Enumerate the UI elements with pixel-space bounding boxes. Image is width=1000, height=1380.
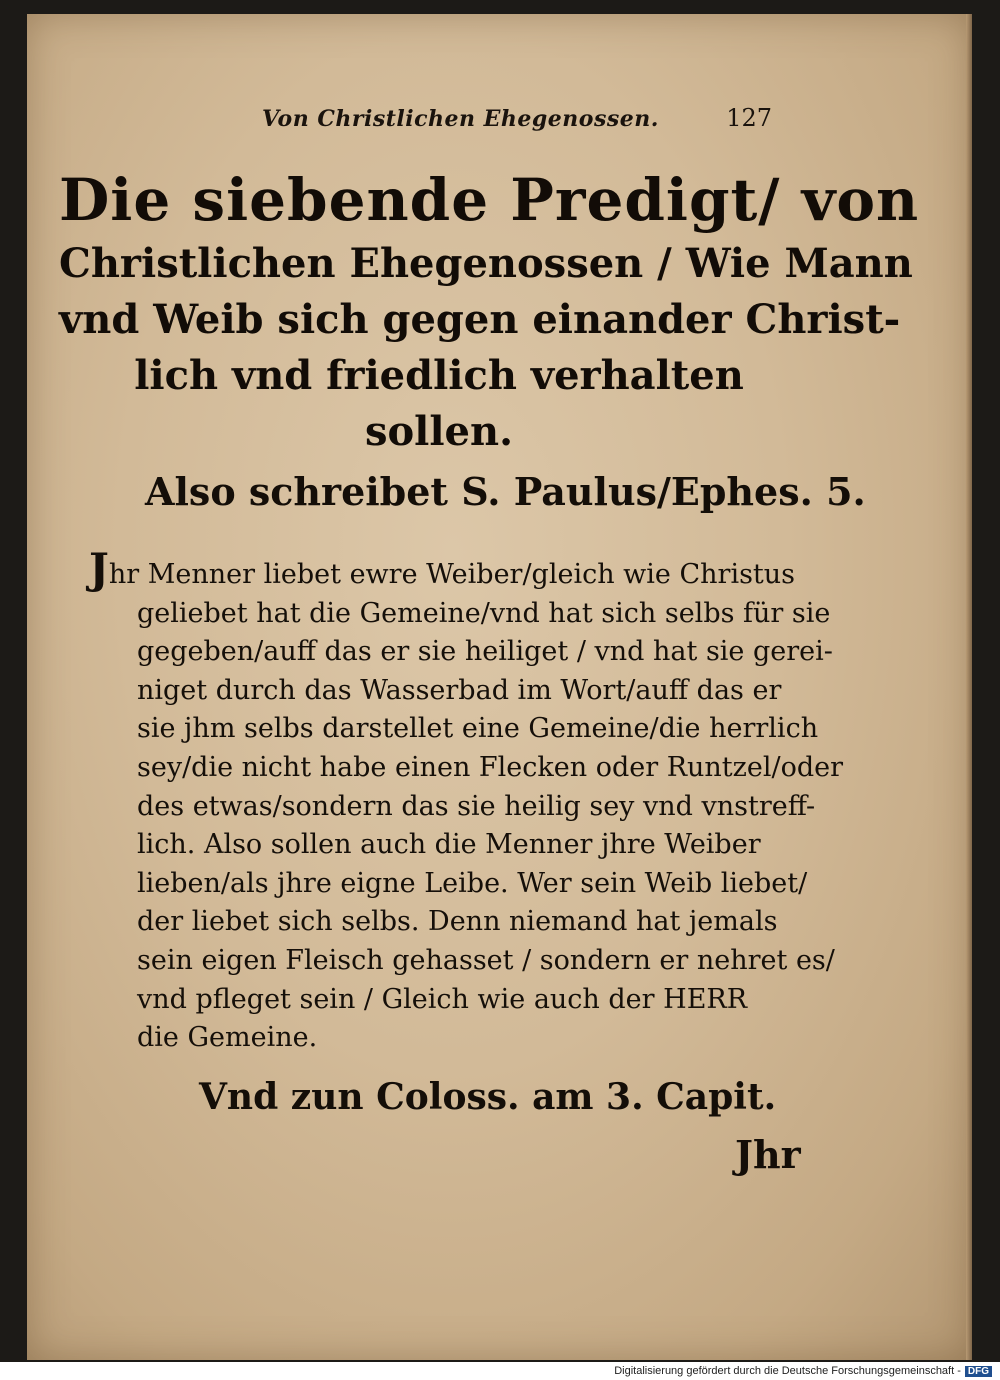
body-line: sey/die nicht habe einen Flecken oder Runtzel/oder	[137, 751, 844, 783]
title-line: sollen.	[364, 408, 514, 455]
running-head: Von Christlichen Ehegenossen.	[262, 106, 659, 132]
scripture-body	[89, 544, 844, 1058]
initial-letter: J	[89, 544, 109, 593]
body-line: der liebet sich selbs. Denn niemand hat jemals	[137, 906, 778, 938]
sermon-title	[59, 164, 920, 460]
credit-text: Digitalisierung gefördert durch die Deutsche Forschungsgemeinschaft -	[614, 1365, 961, 1377]
body-line: vnd pfleget sein / Gleich wie auch der HERR	[137, 983, 748, 1015]
body-line: lieben/als jhre eigne Leibe. Wer sein Weib liebet/	[137, 867, 808, 899]
body-line: die Gemeine.	[137, 1022, 318, 1054]
scripture-heading-2: Vnd zun Coloss. am 3. Capit.	[199, 1076, 777, 1118]
scripture-heading: Also schreibet S. Paulus/Ephes. 5.	[145, 469, 866, 514]
title-line: lich vnd friedlich verhalten	[134, 352, 744, 399]
body-line-text: hr Menner liebet ewre Weiber/gleich wie Christus	[108, 559, 796, 590]
body-line: sein eigen Fleisch gehasset / sondern er nehret es/	[137, 944, 835, 976]
body-line: niget durch das Wasserbad im Wort/auff das er	[137, 674, 782, 706]
catchword: Jhr	[735, 1132, 801, 1177]
body-line: gegeben/auff das er sie heiliget / vnd hat sie gerei-	[137, 636, 833, 668]
body-line	[89, 544, 819, 595]
body-line: geliebet hat die Gemeine/vnd hat sich selbs für sie	[137, 597, 831, 629]
body-line: sie jhm selbs darstellet eine Gemeine/die herrlich	[137, 713, 819, 745]
title-line: vnd Weib sich gegen einander Christ-	[59, 296, 901, 343]
page-number: 127	[726, 104, 772, 132]
body-line: lich. Also sollen auch die Menner jhre Weiber	[137, 829, 761, 861]
digitization-credit	[614, 1365, 992, 1377]
title-line: Die siebende Predigt/ von	[59, 166, 920, 234]
page-edge	[966, 14, 972, 1360]
body-line: des etwas/sondern das sie heilig sey vnd vnstreff-	[137, 790, 816, 822]
dfg-logo: DFG	[965, 1366, 992, 1377]
book-page	[27, 14, 972, 1360]
title-line: Christlichen Ehegenossen / Wie Mann	[59, 240, 913, 287]
